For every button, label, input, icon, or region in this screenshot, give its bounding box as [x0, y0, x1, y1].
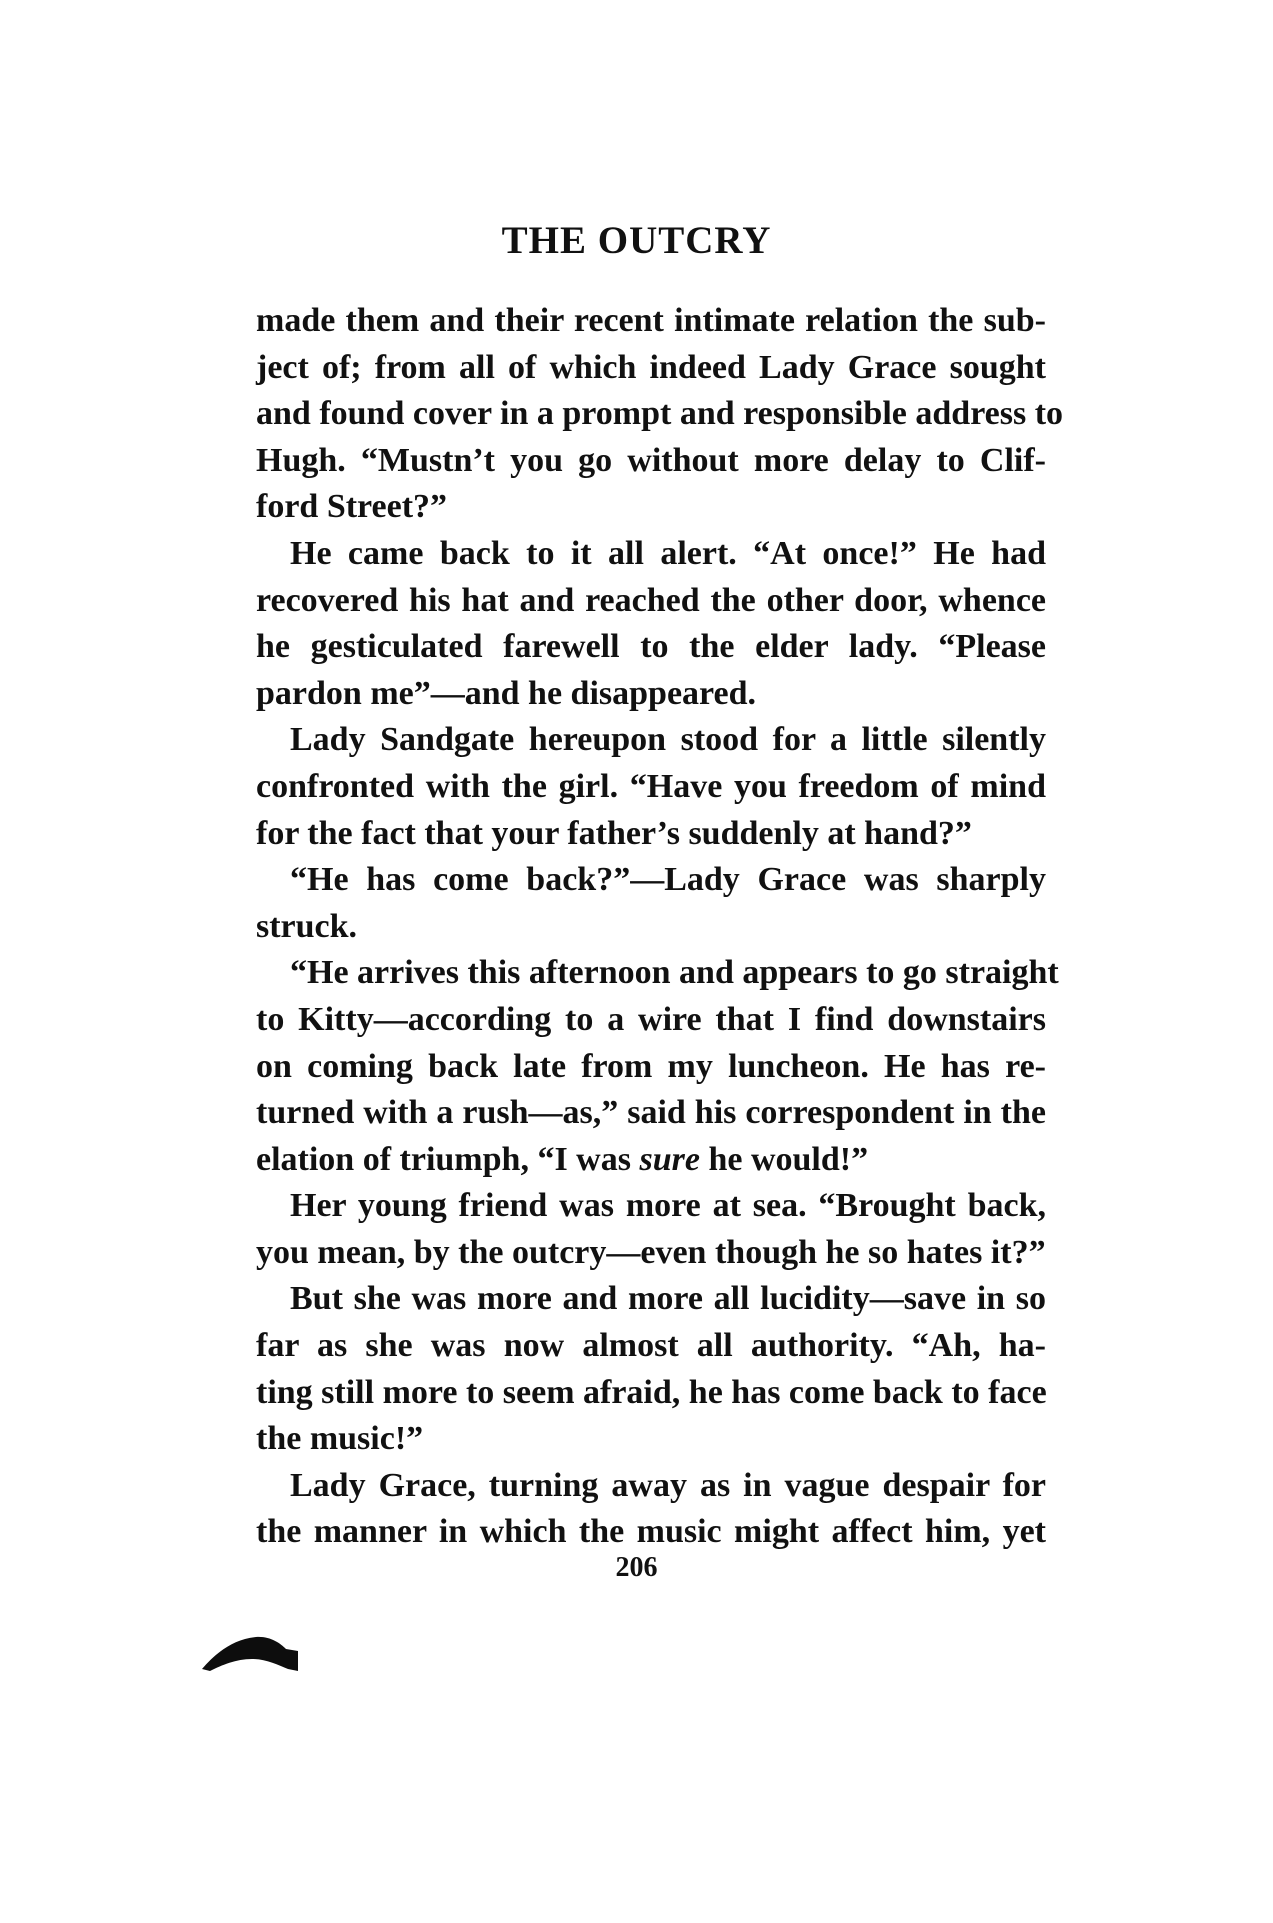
text-line: struck. [256, 907, 358, 945]
text-line: Her young friend was more at sea. “Brought back, [290, 1187, 1046, 1225]
text-line: the music!” [256, 1420, 424, 1458]
text-line: confronted with the girl. “Have you freedom of mind [256, 767, 1046, 805]
text-line: Lady Sandgate hereupon stood for a little silently [290, 721, 1046, 759]
body-text [256, 298, 1064, 1556]
text-line: “He has come back?”—Lady Grace was sharply [290, 861, 1046, 899]
text-line: Lady Grace, turning away as in vague despair for [290, 1466, 1046, 1504]
text-line: to Kitty—according to a wire that I find downstairs [256, 1000, 1046, 1038]
text-line: for the fact that your father’s suddenly at hand?” [256, 814, 972, 852]
text-line: pardon me”—and he disappeared. [256, 674, 757, 712]
text-line: He came back to it all alert. “At once!” He had [290, 534, 1046, 572]
text-segment: he would!” [699, 1140, 869, 1178]
text-line: you mean, by the outcry—even though he so hates it?” [256, 1233, 1046, 1271]
italic-word: sure [639, 1140, 700, 1178]
text-line: far as she was now almost all authority. “Ah, ha- [256, 1327, 1046, 1365]
text-line: he gesticulated farewell to the elder lady. “Please [256, 628, 1046, 666]
text-line: But she was more and more all lucidity—save in so [290, 1280, 1046, 1318]
text-line [256, 1137, 1046, 1184]
text-line: made them and their recent intimate relation the sub- [256, 302, 1046, 339]
page-number: 206 [615, 1552, 658, 1583]
text-segment: elation of triumph, “I was [256, 1140, 640, 1178]
text-line: ford Street?” [256, 488, 448, 526]
text-line: recovered his hat and reached the other door, whence [256, 581, 1046, 619]
running-title: THE OUTCRY [501, 219, 772, 262]
text-line: “He arrives this afternoon and appears to go straight [290, 954, 1059, 992]
text-line: and found cover in a prompt and responsible address to [256, 395, 1064, 433]
text-line: ting still more to seem afraid, he has come back to face [256, 1373, 1047, 1411]
text-line: on coming back late from my luncheon. He has re- [256, 1047, 1046, 1085]
text-line: turned with a rush—as,” said his correspondent in the [256, 1094, 1046, 1132]
text-line: the manner in which the music might affect him, yet [256, 1513, 1046, 1551]
text-line: Hugh. “Mustn’t you go without more delay to Clif- [256, 441, 1046, 479]
scan-blot-mark [200, 1625, 300, 1675]
text-line: ject of; from all of which indeed Lady Grace sought [256, 348, 1046, 386]
